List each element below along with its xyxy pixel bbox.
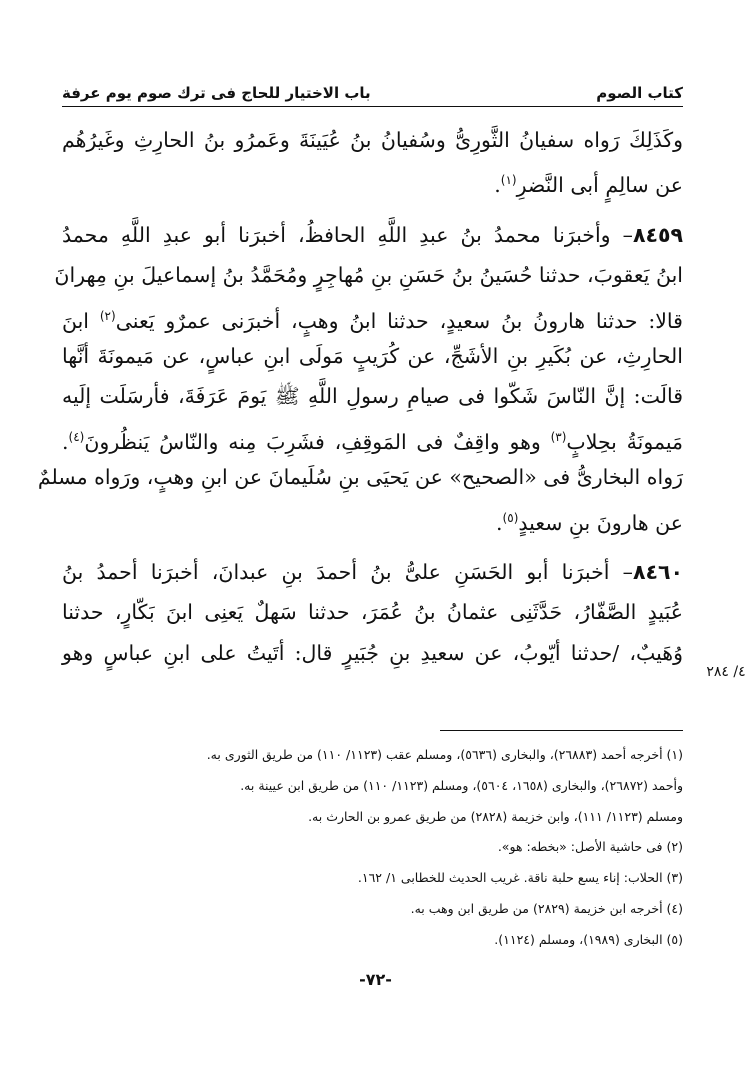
footnote-ref: (١) [500, 173, 517, 188]
text-run: رَواه البخارىُّ فى «الصحيح» عن يَحيَى بنِ سُلَيمانَ عن ابنِ وهبٍ، ورَواه مسلمٌ [37, 465, 683, 490]
text-line [37, 457, 683, 497]
text-line [62, 376, 683, 416]
header-rule [62, 106, 683, 107]
footnote: (٥) البخارى (١٩٨٩)، ومسلم (١١٢٤). [494, 931, 683, 947]
footnote-ref: (٣) [550, 429, 567, 444]
hadith-number: ٨٤٥٩ [632, 222, 683, 247]
footnote: وأحمد (٢٦٨٧٢)، والبخارى (١٦٥٨، ٥٦٠٤)، ومسلم (١١٢٣/ ١١٠) من طريق ابن عيينة به. [240, 777, 683, 793]
footnote-ref: (٢) [99, 308, 116, 323]
text-run: قالا: حدثنا هارونُ بنُ سعيدٍ، حدثنا ابنُ وهبٍ، أخبرَنى عمرٌو يَعنى [115, 308, 683, 333]
text-line [54, 255, 683, 295]
footnotes [62, 740, 683, 956]
text-run: وهو واقِفٌ فى المَوقِفِ، فشَرِبَ مِنه والنّاسُ يَنظُرونَ [84, 429, 541, 454]
footnote-ref: (٥) [502, 510, 519, 525]
text-run: الحارِثِ، عن بُكَيرِ بنِ الأشَجِّ، عن كُرَيبٍ مَولَى ابنِ عباسٍ، عن مَيمونَةَ أنَّها [62, 343, 683, 368]
margin-page-reference: ٤/ ٢٨٤ [706, 664, 746, 680]
text-run: وُهَيبٌ، /حدثنا أيّوبُ، عن سعيدِ بنِ جُبَيرٍ قال: أتَيتُ على ابنِ عباسٍ وهو [62, 640, 683, 665]
text-line [62, 160, 683, 200]
footnote-ref: (٤) [68, 429, 85, 444]
paragraph-gap [62, 201, 683, 215]
text-run: مَيمونَةُ بحِلابٍ [566, 429, 683, 454]
text-run: عن هارونَ بنِ سعيدٍ [518, 510, 683, 535]
text-run: ابنَ [62, 308, 90, 333]
text-run: . [62, 429, 69, 454]
text-run: . [496, 510, 503, 535]
footnote: (٢) فى حاشية الأصل: «بخطه: هو». [497, 839, 683, 855]
text-run: عُبَيدٍ الصَّفّارُ، حَدَّثَنِى عثمانُ بنُ عُمَرَ، حدثنا سَهلٌ يَعنِى ابنَ بَكّارٍ، حدثنا [62, 600, 683, 625]
paragraph-gap [62, 538, 683, 552]
text-line [62, 592, 683, 632]
text-run: ابنُ يَعقوبَ، حدثنا حُسَينُ بنُ حَسَنِ بنِ مُهاجِرٍ ومُحَمَّدُ بنُ إسماعيلَ بنِ مِهرانَ [54, 263, 683, 288]
text-line [62, 417, 683, 457]
text-line [62, 215, 683, 255]
text-run: عن سالِمٍ أبى النَّضرِ [516, 173, 683, 198]
text-line [62, 120, 683, 160]
page-number: -٧٢- [359, 970, 392, 989]
text-run: قالَت: إنَّ النّاسَ شَكّوا فى صيامِ رسولِ اللَّهِ ﷺ يَومَ عَرَفَةَ، فأرسَلَت إلَيه [62, 384, 683, 409]
text-run: وكَذَلِكَ رَواه سفيانُ الثَّورِىُّ وسُفيانُ بنُ عُيَينَةَ وعَمرُو بنُ الحارِثِ وغَيرُهُم [62, 128, 683, 152]
text-line [62, 498, 683, 538]
text-run: – وأخبرَنا محمدُ بنُ عبدِ اللَّهِ الحافظُ، أخبرَنا أبو عبدِ اللَّهِ محمدُ [62, 222, 633, 247]
hadith-number: ٨٤٦٠ [632, 559, 683, 584]
text-run: – أخبرَنا أبو الحَسَنِ علىُّ بنُ أحمدَ بنِ عبدانَ، أخبرَنا أحمدُ بنُ [62, 559, 633, 584]
book-title: كتاب الصوم [596, 84, 683, 102]
text-run: . [494, 173, 501, 198]
text-line [62, 633, 683, 673]
footnote-separator [440, 730, 683, 731]
footnote: (٣) الحلاب: إناء يسع حلبة ناقة. غريب الحديث للخطابى ١/ ١٦٢. [357, 870, 683, 886]
main-text [37, 120, 683, 673]
text-line [62, 336, 683, 376]
running-header [62, 72, 683, 102]
text-line [62, 552, 683, 592]
footnote: (١) أخرجه أحمد (٢٦٨٨٣)، والبخارى (٥٦٣٦)، ومسلم عقب (١١٢٣/ ١١٠) من طريق الثورى به. [206, 747, 683, 762]
chapter-title: باب الاختيار للحاج فى ترك صوم يوم عرفة [62, 84, 371, 102]
footnote: (٤) أخرجه ابن خزيمة (٢٨٢٩) من طريق ابن وهب به. [410, 900, 683, 916]
footnote: ومسلم (١١٢٣/ ١١١)، وابن خزيمة (٢٨٢٨) من طريق عمرو بن الحارث به. [308, 808, 683, 824]
text-line [62, 296, 683, 336]
